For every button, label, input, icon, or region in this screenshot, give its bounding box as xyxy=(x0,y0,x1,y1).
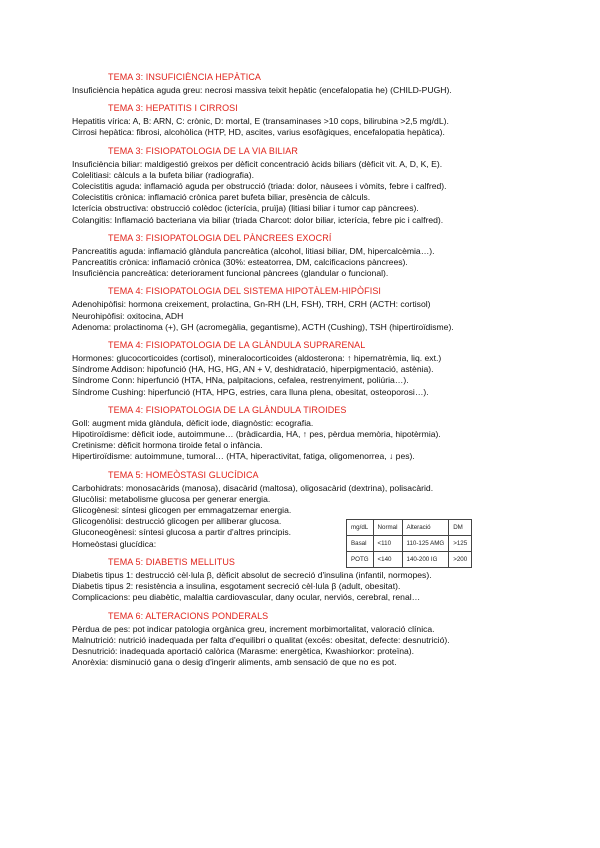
table-cell: mg/dL xyxy=(347,519,374,535)
definition-line xyxy=(72,429,542,440)
section xyxy=(72,340,542,398)
definition-text: destrucció glicogen per alliberar glucosa. xyxy=(125,516,282,527)
definition-text: autoimmune, tumoral… (HTA, hiperactivitat, fatiga, oligomenorrea, ↓ pes). xyxy=(134,451,415,462)
definition-term: Hormones : xyxy=(72,353,116,363)
definition-line xyxy=(72,451,542,462)
table-cell: Normal xyxy=(373,519,402,535)
definition-line xyxy=(72,657,542,668)
definition-text: disminució gana o desig d'ingerir aliments, amb sensació de que no es pot. xyxy=(110,657,397,668)
definition-text: peu diabètic, malaltia cardiovascular, dany ocular, nerviós, cerebral, renal… xyxy=(132,592,421,603)
definition-line xyxy=(72,268,542,279)
table-cell: DM xyxy=(449,519,472,535)
section-body xyxy=(72,624,542,669)
definition-line xyxy=(72,494,542,505)
definition-term: Diabetis tipus 2 : xyxy=(72,581,136,591)
definition-text: síntesi glicogen per emmagatzemar energia. xyxy=(121,505,292,516)
definition-term: Adenohipòfisi : xyxy=(72,299,128,309)
definition-line xyxy=(72,85,542,96)
section-title: TEMA 3: FISIOPATOLOGIA DE LA VIA BILIAR xyxy=(108,145,298,156)
definition-text: hiperfunció (HTA, HPG, estries, cara lluna plena, obesitat, osteoporosi…). xyxy=(147,386,429,397)
definition-term: Insuficiència pancreàtica : xyxy=(72,268,171,278)
definition-text: inflamació aguda per obstrucció (triada: dolor, nàusees i vòmits, febre i calfred). xyxy=(144,181,447,192)
definition-line xyxy=(72,257,542,268)
definition-text: hipofunció (HA, HG, HG, AN + V, deshidratació, hiperpigmentació, astènia). xyxy=(147,364,434,375)
definition-term: Complicacions : xyxy=(72,592,133,602)
section-body xyxy=(72,299,542,333)
section-body xyxy=(72,246,542,280)
definition-text: fibrosi, alcohòlica (HTP, HD, ascites, varius esofàgiques, encefalopatia hepàtica). xyxy=(136,127,445,138)
section-title: TEMA 5: HOMEÒSTASI GLUCÍDICA xyxy=(108,469,259,480)
section xyxy=(72,146,542,226)
definition-line xyxy=(72,192,542,203)
definition-term: Glicogènesi : xyxy=(72,505,122,515)
table-cell: Basal xyxy=(347,535,374,551)
definition-term: Hipotiroïdisme : xyxy=(72,429,132,439)
definition-text: dèficit iode, autoimmune… (bràdicardia, HA, ↑ pes, pèrdua memòria, hipotèrmia). xyxy=(131,429,441,440)
definition-text: oxitocina, ADH xyxy=(126,310,184,321)
definition-term: Pancreatitis aguda : xyxy=(72,246,148,256)
definition-term: Colecistitis crònica : xyxy=(72,192,148,202)
definition-term: Carbohidrats : xyxy=(72,483,126,493)
definition-text: inflamació crònica (30%: esteatorrea, DM, calcificacions pàncrees). xyxy=(151,257,408,268)
definition-term: Pèrdua de pes : xyxy=(72,624,133,634)
definition-text: glucocorticoides (cortisol), mineralocorticoides (aldosterona: ↑ hipernatrèmia, liq. ext.) xyxy=(116,353,442,364)
definition-term: Hipertiroïdisme : xyxy=(72,451,135,461)
section xyxy=(72,103,542,138)
definition-text: augment mida glàndula, dèficit iode, diagnòstic: ecografia. xyxy=(92,417,314,428)
definition-text: obstrucció colèdoc (icterícia, pruïja) (litiasi biliar i tumor cap pàncrees). xyxy=(150,203,419,214)
definition-text: inflamació glàndula pancreàtica (alcohol, litiasi biliar, DM, hipercalcèmia…). xyxy=(147,245,435,256)
definition-line xyxy=(72,570,542,581)
table-cell: >200 xyxy=(449,551,472,567)
definition-line xyxy=(72,505,542,516)
definition-term: Diabetis tipus 1 : xyxy=(72,570,136,580)
definition-line xyxy=(72,127,542,138)
definition-line xyxy=(72,624,542,635)
glucose-reference-table xyxy=(346,519,472,568)
table-cell: <140 xyxy=(373,551,402,567)
section-title: TEMA 5: DIABETIS MELLITUS xyxy=(108,556,236,567)
section-body xyxy=(72,159,542,226)
table-cell: Alteració xyxy=(402,519,449,535)
definition-line xyxy=(72,246,542,257)
definition-line xyxy=(72,387,542,398)
definition-line xyxy=(72,116,542,127)
definition-text: Inflamació bacteriana via biliar (triada Charcot: dolor biliar, icterícia, febre pic i calfred). xyxy=(114,214,444,225)
definition-term: Hepatitis vírica : xyxy=(72,116,133,126)
definition-line xyxy=(72,311,542,322)
table-cell: <110 xyxy=(373,535,402,551)
definition-line xyxy=(72,353,542,364)
section xyxy=(72,233,542,280)
definition-line xyxy=(72,159,542,170)
section xyxy=(72,611,542,669)
definition-term: Síndrome Cushing : xyxy=(72,387,148,397)
definition-line xyxy=(72,440,542,451)
definition-term: Cretinisme : xyxy=(72,440,118,450)
definition-term: Neurohipòfisi : xyxy=(72,311,127,321)
section-body xyxy=(72,116,542,138)
definition-text: metabolisme glucosa per generar energia. xyxy=(109,493,271,504)
definition-line xyxy=(72,322,542,333)
section-body xyxy=(72,418,542,463)
definition-term: Gluconeogènesi : xyxy=(72,527,139,537)
definition-line xyxy=(72,299,542,310)
definition-text: càlculs a la bufeta biliar (radiografia). xyxy=(113,169,254,180)
definition-text: pot indicar patologia orgànica greu, increment morbimortalitat, valoració clínica. xyxy=(132,623,435,634)
definition-term: Desnutrició : xyxy=(72,646,120,656)
definition-line xyxy=(72,181,542,192)
definition-text: inadequada aportació calòrica (Marasme: energètica, Kwashiorkor: proteïna). xyxy=(119,645,415,656)
definition-term: Icterícia obstructiva : xyxy=(72,203,151,213)
definition-text: prolactinoma (+), GH (acromegàlia, gegantisme), ACTH (Cushing), TSH (hipertiroïdisme). xyxy=(113,321,454,332)
definition-term: Cirrosi hepàtica : xyxy=(72,127,136,137)
section-title: TEMA 3: HEPATITIS I CIRROSI xyxy=(108,103,238,114)
section xyxy=(72,286,542,333)
definition-line xyxy=(72,215,542,226)
definition-text: hiperfunció (HTA, HNa, palpitacions, cefalea, restrenyiment, poliúria…). xyxy=(136,375,409,386)
table-cell: POTG xyxy=(347,551,374,567)
definition-term: Homeòstasi glucídica : xyxy=(72,539,156,549)
section-title: TEMA 4: FISIOPATOLOGIA DE LA GLÀNDULA SUPRARENAL xyxy=(108,340,366,351)
document-page xyxy=(72,72,542,675)
definition-line xyxy=(72,592,542,603)
section-title: TEMA 3: FISIOPATOLOGIA DEL PÀNCREES EXOCRÍ xyxy=(108,232,332,243)
definition-text: monosacàrids (manosa), disacàrid (maltosa), oligosacàrid (dextrina), polisacàrid. xyxy=(125,482,434,493)
definition-text: inflamació crònica paret bufeta biliar, presència de càlculs. xyxy=(147,192,371,203)
definition-text: resistència a insulina, esgotament secreció cèl·lula β (adult, obesitat). xyxy=(135,581,401,592)
definition-line xyxy=(72,375,542,386)
definition-term: Adenoma : xyxy=(72,322,114,332)
definition-line xyxy=(72,646,542,657)
definition-term: Colecistitis aguda : xyxy=(72,181,144,191)
definition-line xyxy=(72,635,542,646)
definition-term: Anorèxia : xyxy=(72,657,111,667)
definition-text: necrosi massiva teixit hepàtic (encefalopatia he) (CHILD-PUGH). xyxy=(204,85,452,95)
definition-line xyxy=(72,418,542,429)
definition-text: A, B: ARN, C: crònic, D: mortal, E (transaminases >10 cops, bilirubina >2,5 mg/dL). xyxy=(132,116,449,127)
definition-term: Pancreatitis crònica : xyxy=(72,257,152,267)
definition-term: Goll : xyxy=(72,418,92,428)
definition-term: Colelitiasi : xyxy=(72,170,114,180)
section-title: TEMA 3: INSUFICIÈNCIA HEPÀTICA xyxy=(108,72,262,82)
definition-line xyxy=(72,203,542,214)
section-body xyxy=(72,85,542,96)
definition-term: Glicogenòlisi : xyxy=(72,516,126,526)
table-row xyxy=(347,551,472,567)
table-cell: 110-125 AMG xyxy=(402,535,449,551)
definition-line xyxy=(72,483,542,494)
definition-term: Insuficiència biliar : xyxy=(72,159,145,169)
section-title: TEMA 6: ALTERACIONS PONDERALS xyxy=(108,610,269,621)
table-cell: >125 xyxy=(449,535,472,551)
definition-text: nutrició inadequada per falta d'equilibri o qualitat (excés: obesitat, defecte: desnutrició). xyxy=(118,634,450,645)
section xyxy=(72,72,542,96)
definition-term: Malnutrició : xyxy=(72,635,118,645)
definition-text: hormona creixement, prolactina, Gn-RH (LH, FSH), TRH, CRH (ACTH: cortisol) xyxy=(128,299,431,310)
table-cell: 140-200 IG xyxy=(402,551,449,567)
definition-text: destrucció cèl·lula β, dèficit absolut de secreció d'insulina (infantil, normopes). xyxy=(135,569,432,580)
definition-line xyxy=(72,581,542,592)
section xyxy=(72,405,542,463)
definition-text: maldigestió greixos per dèficit concentració àcids biliars (dèficit vit. A, D, K, E). xyxy=(144,158,443,169)
table-row xyxy=(347,535,472,551)
definition-term: Colangitis : xyxy=(72,215,115,225)
definition-term: Glucòlisi : xyxy=(72,494,109,504)
section-title: TEMA 4: FISIOPATOLOGIA DE LA GLÀNDULA TIROIDES xyxy=(108,404,347,415)
definition-line xyxy=(72,170,542,181)
section-body xyxy=(72,353,542,398)
section-body xyxy=(72,570,542,604)
definition-text: dèficit hormona tiroide fetal o infància. xyxy=(117,440,263,451)
definition-text: síntesi glucosa a partir d'altres principis. xyxy=(138,527,292,538)
table-row xyxy=(347,519,472,535)
definition-text: deteriorament funcional pàncrees (glandular o funcional). xyxy=(170,268,389,279)
section-title: TEMA 4: FISIOPATOLOGIA DEL SISTEMA HIPOTÀLEM-HIPÒFISI xyxy=(108,286,382,297)
definition-term: Síndrome Conn : xyxy=(72,375,137,385)
definition-term: Insuficiència hepàtica aguda greu : xyxy=(72,85,205,95)
definition-term: Síndrome Addison : xyxy=(72,364,147,374)
definition-line xyxy=(72,364,542,375)
